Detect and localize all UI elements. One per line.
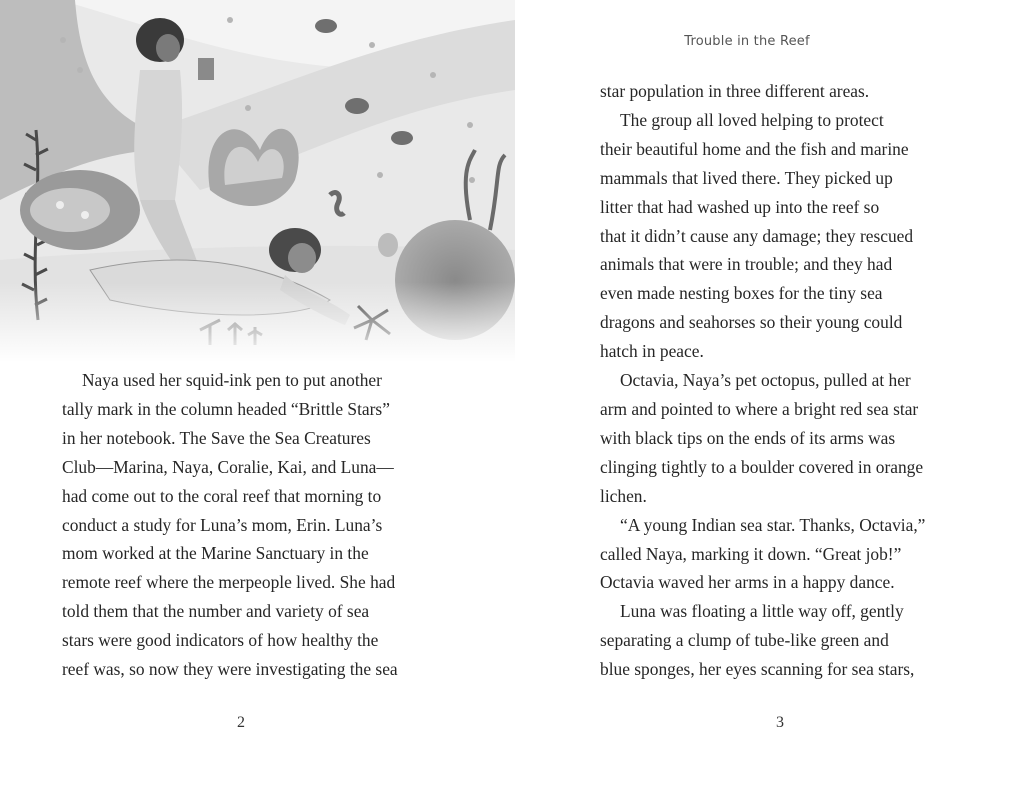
text-line: called Naya, marking it down. “Great job!” <box>600 543 902 564</box>
page-number-right: 3 <box>776 714 784 731</box>
text-line: mom worked at the Marine Sanctuary in the <box>62 543 369 564</box>
text-line: with black tips on the ends of its arms was <box>600 427 896 448</box>
text-line: Luna was floating a little way off, gently <box>620 601 904 622</box>
text-line: that it didn’t cause any damage; they rescued <box>600 225 914 246</box>
text-line: Club—Marina, Naya, Coralie, Kai, and Luna— <box>62 456 394 477</box>
text-line: stars were good indicators of how healthy the <box>62 630 379 651</box>
text-line: animals that were in trouble; and they had <box>600 254 893 275</box>
text-line: in her notebook. The Save the Sea Creatures <box>62 427 371 448</box>
text-line: lichen. <box>600 485 647 506</box>
text-line: had come out to the coral reef that morning to <box>62 485 382 506</box>
text-line: star population in three different areas. <box>600 81 870 101</box>
text-line: The group all loved helping to protect <box>620 109 884 130</box>
right-page-body <box>600 77 980 684</box>
text-line: litter that had washed up into the reef so <box>600 196 880 217</box>
text-line: clinging tightly to a boulder covered in orange <box>600 456 924 477</box>
text-line: Octavia waved her arms in a happy dance. <box>600 572 895 593</box>
text-line: arm and pointed to where a bright red sea star <box>600 398 919 419</box>
text-line: separating a clump of tube-like green and <box>600 630 889 651</box>
text-line: their beautiful home and the fish and marine <box>600 138 909 159</box>
text-line: Octavia, Naya’s pet octopus, pulled at her <box>620 370 911 391</box>
text-line: told them that the number and variety of sea <box>62 601 370 622</box>
text-line: even made nesting boxes for the tiny sea <box>600 283 883 304</box>
text-line: mammals that lived there. They picked up <box>600 167 893 188</box>
text-line: conduct a study for Luna’s mom, Erin. Luna’s <box>62 514 383 535</box>
illustration-fade <box>0 0 515 362</box>
left-page-body <box>62 366 452 684</box>
text-line: reef was, so now they were investigating the sea <box>62 659 398 680</box>
text-line: Naya used her squid-ink pen to put another <box>82 370 382 390</box>
page-number-left: 2 <box>237 714 245 731</box>
text-line: dragons and seahorses so their young could <box>600 312 903 333</box>
text-line: hatch in peace. <box>600 341 704 362</box>
illustration-svg <box>0 0 515 362</box>
text-line: blue sponges, her eyes scanning for sea stars, <box>600 659 915 680</box>
text-line: tally mark in the column headed “Brittle Stars” <box>62 398 390 419</box>
running-head: Trouble in the Reef <box>684 34 810 49</box>
text-line: remote reef where the merpeople lived. She had <box>62 572 396 593</box>
mermaid-illustration <box>0 0 515 362</box>
text-line: “A young Indian sea star. Thanks, Octavia,” <box>620 514 926 535</box>
